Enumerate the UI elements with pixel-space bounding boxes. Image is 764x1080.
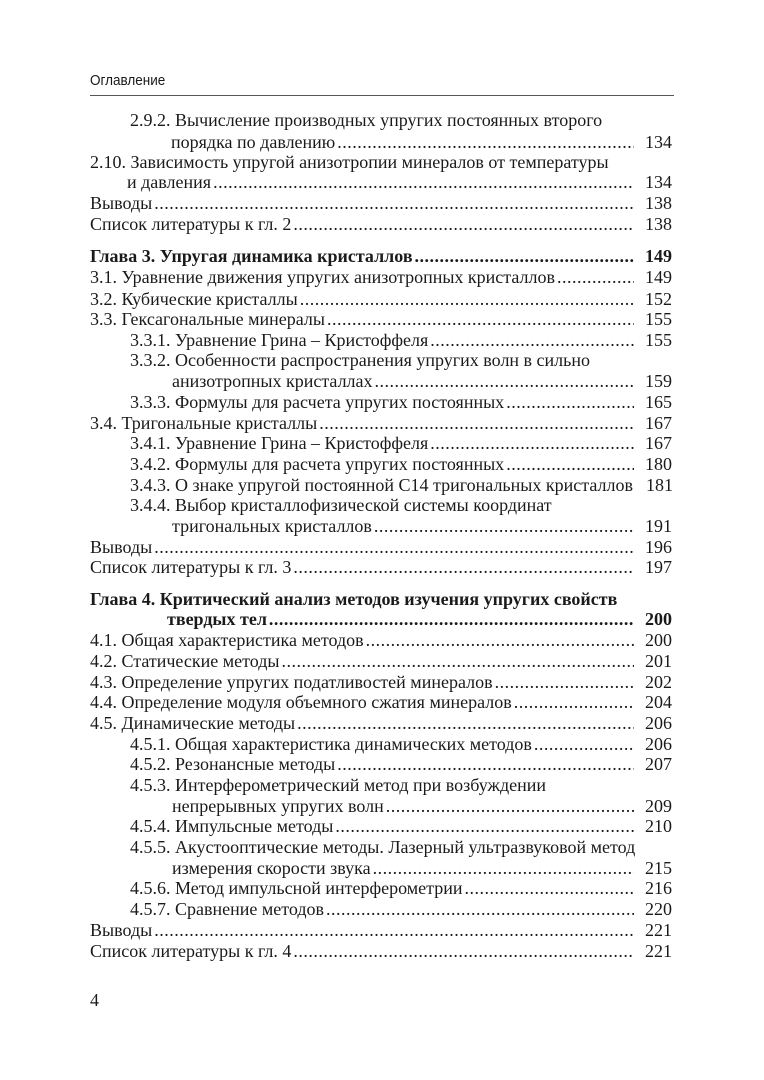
toc-entry-title: Список литературы к гл. 3 <box>90 557 292 577</box>
dot-leader <box>374 516 634 537</box>
toc-entry-title: Глава 4. Критический анализ методов изучения упругих свойств <box>90 589 618 609</box>
dot-leader <box>415 246 634 267</box>
toc-entry-title: 2.9.2. Вычисление производных упругих постоянных второго <box>130 110 603 130</box>
dot-leader <box>514 692 634 713</box>
toc-entry-title: 3.3.2. Особенности распространения упругих волн в сильно <box>130 350 591 370</box>
toc-entry-title: 2.10. Зависимость упругой анизотропии минералов от температуры <box>90 152 609 172</box>
toc-entry-title: 4.2. Статические методы <box>90 651 280 671</box>
toc-page-number: 221 <box>645 941 672 961</box>
toc-entry[interactable] <box>172 371 672 392</box>
toc-entry-title: Выводы <box>90 537 153 557</box>
dot-leader <box>506 392 634 413</box>
toc-entry-title: 3.4.3. О знаке упругой постоянной C14 тригональных кристаллов <box>130 475 633 495</box>
toc-entry-title: анизотропных кристаллах <box>172 371 373 391</box>
toc-entry-title: порядка по давлению <box>171 132 336 152</box>
toc-entry[interactable] <box>130 454 672 475</box>
running-header: Оглавление <box>90 72 166 89</box>
toc-entry-title: и давления <box>127 172 212 192</box>
toc-page-number: 191 <box>645 516 672 536</box>
toc-entry[interactable] <box>90 672 672 693</box>
toc-page-number: 134 <box>645 132 672 152</box>
toc-entry[interactable] <box>90 193 672 214</box>
toc-entry-title: 4.5.1. Общая характеристика динамических методов <box>130 734 532 754</box>
toc-entry[interactable] <box>90 692 672 713</box>
dot-leader <box>326 899 634 920</box>
dot-leader <box>373 858 634 879</box>
dot-leader <box>293 941 634 962</box>
toc-page-number: 221 <box>645 920 672 940</box>
dot-leader <box>337 132 634 153</box>
dot-leader <box>327 309 634 330</box>
toc-page-number: 202 <box>645 672 672 692</box>
toc-entry[interactable] <box>130 495 672 516</box>
toc-entry[interactable] <box>130 816 672 837</box>
dot-leader <box>213 172 634 193</box>
toc-page-number: 138 <box>645 193 672 213</box>
toc-entry-title: 4.5.4. Импульсные методы <box>130 816 334 836</box>
dot-leader <box>534 734 634 755</box>
toc-page-number: 216 <box>645 878 672 898</box>
dot-leader <box>506 454 634 475</box>
dot-leader <box>386 796 634 817</box>
dot-leader <box>281 651 634 672</box>
toc-page-number: 200 <box>645 609 672 629</box>
toc-entry[interactable] <box>130 392 672 413</box>
toc-page-number: 180 <box>645 454 672 474</box>
toc-entry-title: твердых тел <box>167 609 267 629</box>
toc-entry-title: 4.5.7. Сравнение методов <box>130 899 325 919</box>
dot-leader <box>465 878 635 899</box>
toc-entry[interactable] <box>172 516 672 537</box>
toc-entry[interactable] <box>90 152 672 173</box>
toc-entry[interactable] <box>130 837 672 858</box>
toc-entry[interactable] <box>171 132 672 153</box>
dot-leader <box>335 816 634 837</box>
toc-entry[interactable] <box>130 330 672 351</box>
toc-entry[interactable] <box>90 920 672 941</box>
toc-page-number: 152 <box>645 289 672 309</box>
dot-leader <box>297 713 634 734</box>
toc-entry-title: Выводы <box>90 193 153 213</box>
toc-page-number: 196 <box>645 537 672 557</box>
toc-page-number: 134 <box>645 172 672 192</box>
toc-entry[interactable] <box>130 350 672 371</box>
toc-entry-title: 3.4. Тригональные кристаллы <box>90 413 318 433</box>
toc-page-number: 155 <box>645 309 672 329</box>
toc-entry-title: 3.4.1. Уравнение Грина – Кристоффеля <box>130 433 429 453</box>
toc-page-number: 210 <box>645 816 672 836</box>
toc-entry[interactable] <box>90 557 672 578</box>
toc-entry-title: Список литературы к гл. 2 <box>90 214 292 234</box>
toc-entry[interactable] <box>90 589 672 610</box>
toc-entry-title: 3.3.3. Формулы для расчета упругих постоянных <box>130 392 505 412</box>
toc-entry[interactable] <box>90 246 672 267</box>
toc-entry[interactable] <box>130 754 672 775</box>
toc-entry-title: тригональных кристаллов <box>172 516 372 536</box>
toc-page-number: 197 <box>645 557 672 577</box>
toc-entry[interactable] <box>90 267 672 288</box>
dot-leader <box>430 433 634 454</box>
toc-entry-title: непрерывных упругих волн <box>172 796 384 816</box>
toc-entry-title: 4.4. Определение модуля объемного сжатия минералов <box>90 692 512 712</box>
toc-entry[interactable] <box>130 734 672 755</box>
toc-entry-title: 4.5.3. Интерферометрический метод при возбуждении <box>130 775 547 795</box>
toc-page-number: 167 <box>645 433 672 453</box>
toc-page-number: 149 <box>645 267 672 287</box>
header-rule <box>90 95 674 96</box>
toc-page-number: 207 <box>645 754 672 774</box>
toc-entry-title: 4.5.2. Резонансные методы <box>130 754 336 774</box>
toc-page-number: 181 <box>645 475 673 495</box>
dot-leader <box>293 557 634 578</box>
toc-entry-title: 3.3.1. Уравнение Грина – Кристоффеля <box>130 330 429 350</box>
toc-page-number: 206 <box>645 713 672 733</box>
dot-leader <box>366 630 634 651</box>
toc-entry[interactable] <box>130 433 672 454</box>
toc-entry-title: 4.5. Динамические методы <box>90 713 296 733</box>
toc-page-number: 209 <box>645 796 672 816</box>
dot-leader <box>319 413 634 434</box>
toc-entry[interactable] <box>167 609 672 630</box>
toc-entry-title: 4.5.5. Акустооптические методы. Лазерный ультразвуковой метод <box>130 837 636 857</box>
dot-leader <box>430 330 634 351</box>
toc-entry[interactable] <box>130 899 672 920</box>
toc-page-number: 206 <box>645 734 672 754</box>
dot-leader <box>557 267 634 288</box>
toc-page-number: 201 <box>645 651 672 671</box>
toc-entry[interactable] <box>130 878 672 899</box>
toc-entry[interactable] <box>172 796 672 817</box>
dot-leader <box>300 289 634 310</box>
toc-entry-title: 4.5.6. Метод импульсной интерферометрии <box>130 878 463 898</box>
dot-leader <box>154 920 634 941</box>
dot-leader <box>495 672 634 693</box>
toc-entry-title: Выводы <box>90 920 153 940</box>
dot-leader <box>154 193 634 214</box>
toc-entry-title: 3.4.2. Формулы для расчета упругих постоянных <box>130 454 505 474</box>
toc-entry-title: 3.3. Гексагональные минералы <box>90 309 326 329</box>
toc-page-number: 149 <box>645 246 672 266</box>
dot-leader <box>375 371 634 392</box>
toc-entry-title: 3.2. Кубические кристаллы <box>90 289 298 309</box>
toc-entry-title: 3.1. Уравнение движения упругих анизотропных кристаллов <box>90 267 555 287</box>
page-number: 4 <box>90 990 99 1010</box>
toc-entry-title: измерения скорости звука <box>172 858 371 878</box>
toc-entry-title: Глава 3. Упругая динамика кристаллов <box>90 246 413 266</box>
toc-page-number: 159 <box>645 371 672 391</box>
toc-entry[interactable] <box>90 651 672 672</box>
toc-entry[interactable] <box>90 289 672 310</box>
toc-entry-title: 4.3. Определение упругих податливостей минералов <box>90 672 493 692</box>
toc-entry[interactable] <box>130 775 672 796</box>
toc-entry[interactable] <box>90 630 672 651</box>
toc-entry[interactable] <box>90 713 672 734</box>
toc-entry[interactable] <box>90 413 672 434</box>
toc-entry[interactable] <box>130 110 672 131</box>
toc-page-number: 200 <box>645 630 672 650</box>
toc-page-number: 204 <box>645 692 672 712</box>
toc-page-number: 165 <box>645 392 672 412</box>
toc-entry-title: Список литературы к гл. 4 <box>90 941 292 961</box>
toc-page-number: 220 <box>645 899 672 919</box>
toc-entry[interactable] <box>172 858 672 879</box>
dot-leader <box>337 754 634 775</box>
toc-entry[interactable] <box>130 475 672 496</box>
toc-entry[interactable] <box>127 172 672 193</box>
toc-page-number: 138 <box>645 214 672 234</box>
toc-entry-title: 3.4.4. Выбор кристаллофизической системы координат <box>130 495 552 515</box>
dot-leader <box>154 537 634 558</box>
toc-entry[interactable] <box>90 309 672 330</box>
toc-page-number: 167 <box>645 413 672 433</box>
toc-entry-title: 4.1. Общая характеристика методов <box>90 630 364 650</box>
dot-leader <box>269 609 634 630</box>
toc-entry[interactable] <box>90 537 672 558</box>
toc-page-number: 215 <box>645 858 672 878</box>
toc-entry[interactable] <box>90 214 672 235</box>
dot-leader <box>293 214 634 235</box>
toc-entry[interactable] <box>90 941 672 962</box>
toc-page-number: 155 <box>645 330 672 350</box>
